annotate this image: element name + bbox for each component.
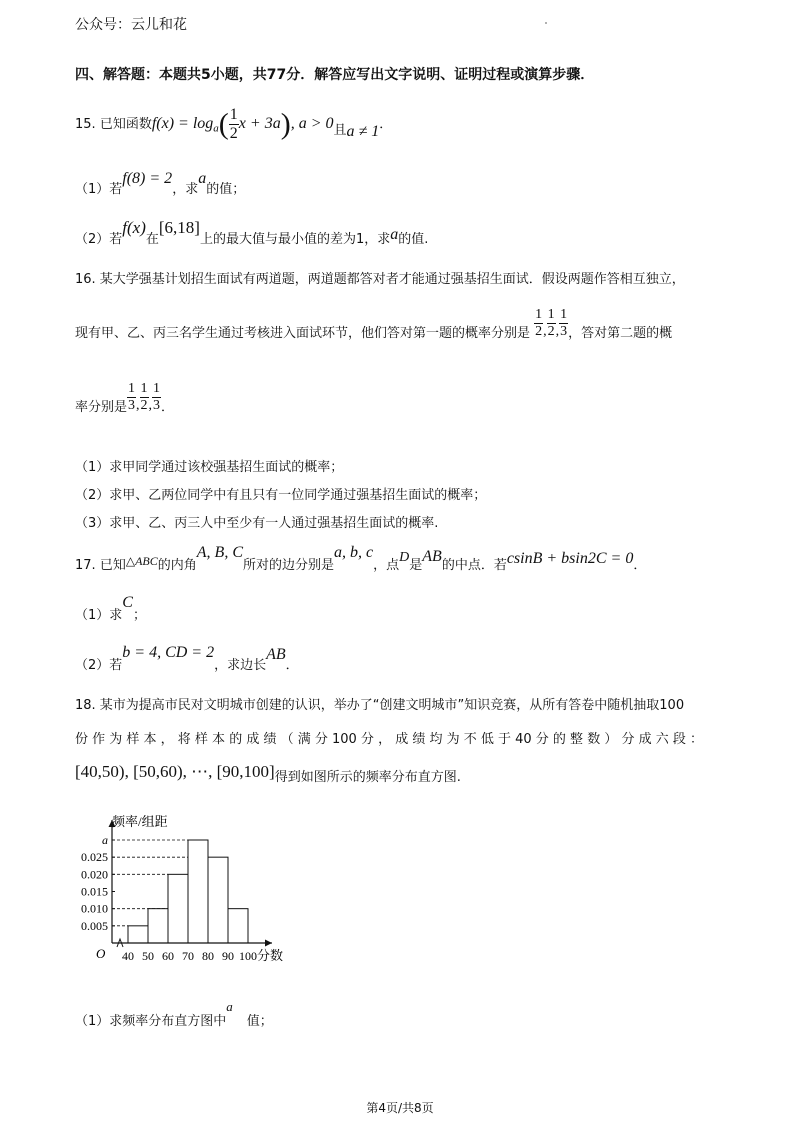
q17-t4: 是 — [409, 558, 423, 573]
q17-intro: 已知 — [99, 558, 126, 573]
q17-p1-end: ； — [132, 608, 146, 623]
q16-line1: 16. 某大学强基计划招生面试有两道题，两道题都答对者才能通过强基招生面试．假设两题作答相互独立， — [75, 272, 685, 287]
q18-line3 — [75, 762, 461, 796]
page-footer: 第4页/共8页 — [366, 1101, 434, 1115]
q18-sub1-end: 值； — [246, 1014, 273, 1029]
q17-p1-var: C — [122, 594, 133, 611]
q15-cond: , a > 0 — [290, 115, 334, 132]
histogram-bar — [168, 874, 188, 943]
frequency-histogram — [60, 808, 310, 968]
x-tick-label: 60 — [162, 949, 174, 963]
x-tick-label: 90 — [222, 949, 234, 963]
q18-line3-rest: 得到如图所示的频率分布直方图. — [274, 770, 461, 785]
q15-p2-interval: [6,18] — [158, 218, 200, 237]
q15-after-frac: x + 3a — [238, 115, 281, 132]
q17-p2-end: ． — [285, 658, 299, 673]
q18-sub1-label: （1）求频率分布直方图中 — [75, 1014, 227, 1029]
q16-second-prob-1 — [127, 382, 136, 413]
frac-num: 1 — [153, 381, 161, 396]
q16-sep-d: , — [148, 398, 153, 413]
q15-func-lhs: f(x) = log — [151, 115, 214, 132]
histogram-bar — [128, 926, 148, 943]
q17-part1 — [75, 592, 146, 622]
frac-den: 3 — [128, 398, 136, 413]
x-tick-label: 50 — [142, 949, 154, 963]
q17-p2-math: b = 4, CD = 2 — [122, 644, 215, 661]
q17-sides: a, b, c — [334, 544, 374, 561]
q15-period: ． — [379, 117, 393, 132]
q17-segment: AB — [422, 548, 442, 565]
q16-first-prob-2 — [547, 308, 556, 339]
frac-den: 2 — [140, 398, 148, 413]
histogram-bar — [228, 909, 248, 943]
q15-p1-end: 的值； — [206, 182, 246, 197]
q15-stem — [75, 102, 392, 151]
q15-p1-math: f(8) = 2 — [122, 170, 173, 187]
q15-p1-var: a — [198, 170, 207, 187]
q17-p1-label: （1）求 — [75, 608, 123, 623]
q16-second-prob-2 — [140, 382, 149, 413]
q16-sub3: （3）求甲、乙、丙三人中至少有一人通过强基招生面试的概率. — [75, 516, 439, 531]
q16-line2-text: 现有甲、乙、丙三名学生通过考核进入面试环节，他们答对第一题的概率分别是 — [75, 326, 531, 341]
q15-and: 且 — [333, 123, 347, 138]
q18-intervals: [40,50), [50,60), ⋯, [90,100] — [75, 762, 275, 781]
q15-p2-in: 在 — [145, 232, 159, 247]
q15-p2-math: f(x) — [122, 218, 146, 237]
x-tick-label: 80 — [202, 949, 214, 963]
q16-sub1: （1）求甲同学通过该校强基招生面试的概率； — [75, 460, 344, 475]
q17-t3: ，点 — [373, 558, 400, 573]
y-tick-label: a — [102, 833, 108, 847]
frac-num: 1 — [560, 307, 568, 322]
q17-p2-var: AB — [266, 646, 286, 663]
q15-intro: 已知函数 — [99, 117, 152, 132]
histogram-bar — [208, 857, 228, 943]
q15-part2 — [75, 218, 429, 247]
frac-num: 1 — [140, 381, 148, 396]
q18-sub1 — [75, 998, 273, 1028]
y-tick-label: 0.015 — [81, 884, 108, 899]
q17-triangle: △ABC — [125, 554, 158, 568]
frac-num: 1 — [128, 381, 136, 396]
q16-line3-text: 率分别是 — [75, 400, 128, 415]
y-tick-label: 0.005 — [81, 918, 108, 933]
q16-line3-end: ． — [161, 400, 175, 415]
q15-part1 — [75, 168, 246, 197]
y-tick-label: 0.020 — [81, 867, 108, 882]
q16-line2-end: ，答对第二题的概 — [568, 326, 673, 341]
frac-den: 2 — [535, 324, 543, 339]
q17-t5: 的中点．若 — [441, 558, 507, 573]
q16-sub2: （2）求甲、乙两位同学中有且只有一位同学通过强基招生面试的概率； — [75, 488, 487, 503]
q17-p2-label: （2）若 — [75, 658, 123, 673]
q15-frac-num: 1 — [229, 106, 238, 123]
q15-cond2: a ≠ 1 — [346, 123, 380, 140]
q18-line1: 18. 某市为提高市民对文明城市创建的认识，举办了“创建文明城市”知识竞赛，从所有答卷中随机抽取100 — [75, 698, 685, 713]
q16-first-prob-3 — [559, 308, 568, 339]
header-label: 公众号：云儿和花 — [75, 17, 187, 33]
q15-fraction — [229, 107, 239, 142]
frac-den: 2 — [547, 324, 555, 339]
q15-number: 15. — [75, 117, 96, 132]
histogram-bar — [148, 909, 168, 943]
q16-sep-c: , — [136, 398, 140, 413]
frac-num: 1 — [547, 307, 555, 322]
q16-sep-a: , — [543, 324, 547, 339]
y-tick-label: 0.025 — [81, 850, 108, 865]
q15-p2-rest: 上的最大值与最小值的差为1，求 — [199, 232, 391, 247]
q16-line2 — [75, 308, 672, 348]
q15-log-base: a — [213, 122, 219, 135]
x-tick-label: 100 — [239, 949, 257, 963]
q16-second-prob-3 — [152, 382, 161, 413]
q17-t2: 所对的边分别是 — [242, 558, 334, 573]
q17-p2-rest: ，求边长 — [214, 658, 267, 673]
y-axis-label: 频率/组距 — [112, 814, 168, 829]
origin-label: O — [96, 946, 106, 961]
q17-part2 — [75, 642, 299, 672]
y-tick-label: 0.010 — [81, 901, 108, 916]
q17-number: 17. — [75, 558, 96, 573]
q15-p2-var: a — [390, 226, 399, 243]
speck — [545, 22, 547, 24]
x-tick-label: 40 — [122, 949, 134, 963]
q17-end: ． — [633, 558, 647, 573]
q15-p2-label: （2）若 — [75, 232, 123, 247]
frac-den: 3 — [153, 398, 161, 413]
frac-den: 3 — [560, 324, 568, 339]
histogram-bar — [188, 840, 208, 943]
q17-point: D — [399, 550, 410, 565]
q15-p1-rest: ，求 — [172, 182, 199, 197]
section-title: 四、解答题：本题共5小题，共77分．解答应写出文字说明、证明过程或演算步骤． — [75, 67, 595, 83]
q18-line2: 份 作 为 样 本 ， 将 样 本 的 成 绩 （ 满 分 100 分 ， 成 绩 均 为 不 低 于 40 分 的 整 数 ） 分 成 六 段 ： — [75, 732, 703, 747]
q16-line3 — [75, 382, 174, 422]
q16-first-prob-1 — [534, 308, 543, 339]
x-tick-label: 70 — [182, 949, 194, 963]
q17-stem — [75, 542, 646, 572]
q15-p2-end: 的值. — [398, 232, 429, 247]
q15-paren-open: ( — [218, 107, 229, 141]
q15-paren-close: ) — [280, 107, 291, 141]
q18-sub1-var: a — [226, 999, 233, 1014]
q17-angles: A, B, C — [196, 544, 243, 561]
q17-t1: 的内角 — [157, 558, 197, 573]
q17-equation: csinB + bsin2C = 0 — [506, 550, 634, 567]
q15-p1-label: （1）若 — [75, 182, 123, 197]
frac-num: 1 — [535, 307, 543, 322]
x-axis-label: 分数 — [257, 948, 284, 963]
q15-frac-den: 2 — [229, 125, 238, 142]
q16-sep-b: , — [555, 324, 560, 339]
